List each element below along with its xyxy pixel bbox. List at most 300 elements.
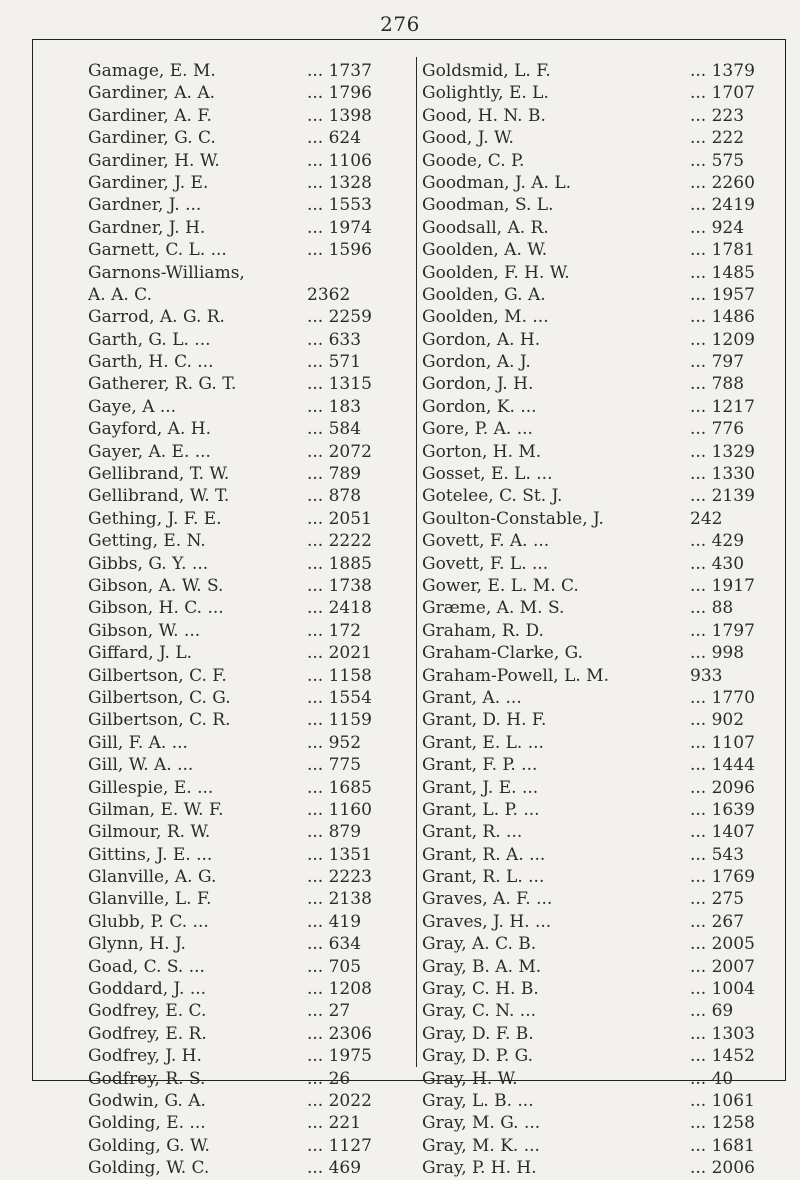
index-entry <box>422 709 782 731</box>
index-entry <box>88 306 415 328</box>
index-entry <box>88 911 415 933</box>
index-entry <box>422 284 782 306</box>
index-entry <box>422 508 782 530</box>
index-entry <box>88 463 415 485</box>
index-entry <box>422 933 782 955</box>
index-entry <box>422 888 782 910</box>
entry-name: Goldsmid, L. F. <box>422 61 551 81</box>
index-entry <box>88 373 415 395</box>
column-divider <box>416 57 417 1067</box>
entry-page-number: ... 1106 <box>307 150 372 171</box>
index-entry <box>422 217 782 239</box>
entry-name: Goolden, A. W. <box>422 240 548 261</box>
entry-name: Goulton-Constable, J. <box>422 508 604 529</box>
page-number: 276 <box>380 12 420 36</box>
entry-page-number: ... 223 <box>690 105 745 126</box>
entry-name: Golding, E. ... <box>88 1113 206 1134</box>
entry-page-number: ... 1107 <box>690 732 755 753</box>
entry-name: Gray, C. N. ... <box>422 1001 537 1022</box>
entry-page-number: ... 430 <box>690 553 745 574</box>
entry-page-number: 242 <box>690 508 723 529</box>
index-entry <box>88 1112 415 1134</box>
entry-name: Grant, A. ... <box>422 687 522 708</box>
index-entry <box>422 127 782 149</box>
entry-page-number: ... 2223 <box>307 867 372 888</box>
index-entry <box>88 709 415 731</box>
entry-name: Godfrey, E. R. <box>88 1023 207 1044</box>
index-entry <box>422 1023 782 1045</box>
entry-name: Garth, H. C. ... <box>88 352 214 373</box>
entry-page-number: ... 183 <box>307 396 362 417</box>
entry-name: Gilman, E. W. F. <box>88 799 224 820</box>
entry-page-number: ... 952 <box>307 732 362 753</box>
entry-page-number: ... 2222 <box>307 531 372 552</box>
entry-page-number: ... 571 <box>307 352 362 373</box>
entry-name: Gibbs, G. Y. ... <box>88 553 209 574</box>
entry-name: Garth, G. L. ... <box>88 329 211 350</box>
index-entry <box>88 217 415 239</box>
index-entry <box>422 754 782 776</box>
entry-page-number: ... 1452 <box>690 1046 755 1067</box>
entry-name: Grant, F. P. ... <box>422 755 538 776</box>
entry-page-number: ... 1917 <box>690 575 755 596</box>
entry-name: Gellibrand, W. T. <box>88 486 230 507</box>
entry-page-number: ... 1486 <box>690 307 755 328</box>
entry-name: Glanville, A. G. <box>88 867 217 888</box>
index-entry <box>422 597 782 619</box>
entry-page-number: ... 2006 <box>690 1158 755 1179</box>
entry-name: Garnons-Williams, <box>88 262 245 283</box>
entry-page-number: ... 902 <box>690 710 745 731</box>
entry-name: Glubb, P. C. ... <box>88 911 209 932</box>
entry-page-number: ... 575 <box>690 150 745 171</box>
index-entry <box>422 1135 782 1157</box>
entry-name: Gray, C. H. B. <box>422 979 539 1000</box>
entry-page-number: ... 1004 <box>690 979 755 1000</box>
entry-name: Gilbertson, C. F. <box>88 665 227 686</box>
index-entry <box>88 1090 415 1112</box>
entry-page-number: ... 1303 <box>690 1023 755 1044</box>
entry-page-number: ... 1398 <box>307 105 372 126</box>
index-entry <box>422 732 782 754</box>
entry-name: Gordon, A. J. <box>422 352 531 373</box>
index-entry <box>422 620 782 642</box>
entry-page-number: ... 2306 <box>307 1023 372 1044</box>
entry-name: Gardiner, G. C. <box>88 128 216 149</box>
entry-name: Garrod, A. G. R. <box>88 307 225 328</box>
index-entry <box>88 1000 415 1022</box>
entry-name: Gellibrand, T. W. <box>88 464 230 485</box>
entry-page-number: ... 789 <box>307 464 362 485</box>
index-entry <box>422 351 782 373</box>
entry-name: Gilbertson, C. R. <box>88 710 231 731</box>
entry-page-number: ... 40 <box>690 1068 734 1089</box>
entry-name: Gray, P. H. H. <box>422 1158 537 1179</box>
entry-page-number: ... 633 <box>307 329 362 350</box>
entry-page-number: ... 1379 <box>690 61 755 81</box>
entry-name: Gayford, A. H. <box>88 419 211 440</box>
index-entry <box>422 172 782 194</box>
entry-page-number: ... 1781 <box>690 240 755 261</box>
entry-page-number: ... 1738 <box>307 575 372 596</box>
index-entry <box>422 82 782 104</box>
index-entry <box>422 799 782 821</box>
entry-name: Gardner, J. H. <box>88 217 206 238</box>
entry-page-number: ... 27 <box>307 1001 351 1022</box>
index-entry <box>422 821 782 843</box>
entry-name: Gamage, E. M. <box>88 61 216 81</box>
index-entry <box>422 1157 782 1179</box>
index-entry <box>88 978 415 1000</box>
entry-name: Graham, R. D. <box>422 620 544 641</box>
index-entry <box>88 754 415 776</box>
entry-page-number: ... 419 <box>307 911 362 932</box>
entry-page-number: ... 1797 <box>690 620 755 641</box>
entry-name: Grant, J. E. ... <box>422 777 539 798</box>
index-entry <box>422 553 782 575</box>
entry-name: Gray, H. W. <box>422 1068 518 1089</box>
index-entry <box>88 60 415 82</box>
entry-name: Gower, E. L. M. C. <box>422 575 579 596</box>
entry-page-number: ... 2007 <box>690 956 755 977</box>
entry-page-number: ... 1209 <box>690 329 755 350</box>
entry-page-number: ... 705 <box>307 956 362 977</box>
index-entry <box>88 799 415 821</box>
entry-page-number: ... 1974 <box>307 217 372 238</box>
entry-name: Gray, A. C. B. <box>422 934 537 955</box>
index-entry <box>88 441 415 463</box>
entry-name: Grant, L. P. ... <box>422 799 540 820</box>
index-entry <box>422 329 782 351</box>
entry-name: Goolden, M. ... <box>422 307 549 328</box>
index-entry <box>422 194 782 216</box>
index-entry <box>88 732 415 754</box>
entry-page-number: ... 1061 <box>690 1090 755 1111</box>
entry-name: Grant, R. A. ... <box>422 844 546 865</box>
entry-name: Gardner, J. ... <box>88 195 202 216</box>
index-entry <box>422 642 782 664</box>
index-entry <box>88 620 415 642</box>
entry-name: Good, H. N. B. <box>422 105 546 126</box>
entry-page-number: ... 1127 <box>307 1135 372 1156</box>
entry-page-number: ... 879 <box>307 822 362 843</box>
index-entry <box>422 844 782 866</box>
entry-page-number: ... 1444 <box>690 755 755 776</box>
entry-name: Gatherer, R. G. T. <box>88 374 237 395</box>
entry-name: Grant, R. L. ... <box>422 867 545 888</box>
entry-name: Goodman, J. A. L. <box>422 172 572 193</box>
index-entry <box>422 978 782 1000</box>
entry-page-number: ... 1328 <box>307 172 372 193</box>
entry-page-number: ... 1351 <box>307 844 372 865</box>
index-entry <box>88 351 415 373</box>
entry-page-number: ... 2022 <box>307 1090 372 1111</box>
entry-name: Gaye, A ... <box>88 396 177 417</box>
index-entry <box>88 82 415 104</box>
entry-name: Gibson, H. C. ... <box>88 598 224 619</box>
entry-name: Goddard, J. ... <box>88 979 207 1000</box>
entry-page-number: ... 172 <box>307 620 362 641</box>
entry-name: Gittins, J. E. ... <box>88 844 213 865</box>
index-entry <box>88 777 415 799</box>
index-entry <box>88 172 415 194</box>
entry-name: Gray, M. K. ... <box>422 1135 540 1156</box>
entry-page-number: ... 1485 <box>690 262 755 283</box>
entry-name: Godwin, G. A. <box>88 1090 206 1111</box>
entry-page-number: ... 267 <box>690 911 745 932</box>
index-entry <box>422 306 782 328</box>
entry-name: Goad, C. S. ... <box>88 956 205 977</box>
entry-page-number: ... 1208 <box>307 979 372 1000</box>
entry-name: Golightly, E. L. <box>422 83 549 104</box>
entry-name: Goode, C. P. <box>422 150 525 171</box>
entry-page-number: ... 69 <box>690 1001 734 1022</box>
index-entry <box>422 1112 782 1134</box>
entry-name: Goolden, F. H. W. <box>422 262 570 283</box>
entry-name: Getting, E. N. <box>88 531 206 552</box>
entry-name: Godfrey, E. C. <box>88 1001 207 1022</box>
index-entry <box>422 687 782 709</box>
entry-name: A. A. C. <box>88 284 152 305</box>
entry-name: Gilmour, R. W. <box>88 822 211 843</box>
entry-page-number: ... 1329 <box>690 441 755 462</box>
entry-name: Gray, B. A. M. <box>422 956 542 977</box>
entry-page-number: ... 2419 <box>690 195 755 216</box>
index-entry <box>88 687 415 709</box>
entry-name: Grant, D. H. F. <box>422 710 547 731</box>
index-entry <box>422 911 782 933</box>
index-entry <box>88 821 415 843</box>
index-entry <box>88 284 415 306</box>
entry-name: Goolden, G. A. <box>422 284 546 305</box>
index-entry <box>422 105 782 127</box>
entry-name: Gardiner, J. E. <box>88 172 209 193</box>
index-entry <box>422 1068 782 1090</box>
entry-name: Gill, W. A. ... <box>88 755 194 776</box>
entry-page-number: ... 2051 <box>307 508 372 529</box>
entry-page-number: ... 776 <box>690 419 745 440</box>
index-entry <box>88 485 415 507</box>
index-entry <box>88 194 415 216</box>
index-entry <box>422 1090 782 1112</box>
entry-name: Gray, M. G. ... <box>422 1113 541 1134</box>
entry-name: Gething, J. F. E. <box>88 508 222 529</box>
entry-name: Gray, L. B. ... <box>422 1090 534 1111</box>
entry-name: Grant, R. ... <box>422 822 523 843</box>
index-entry <box>88 665 415 687</box>
entry-page-number: ... 1158 <box>307 665 372 686</box>
entry-page-number: ... 2021 <box>307 643 372 664</box>
index-entry <box>88 329 415 351</box>
entry-page-number: ... 543 <box>690 844 745 865</box>
entry-page-number: ... 1315 <box>307 374 372 395</box>
entry-page-number: ... 878 <box>307 486 362 507</box>
entry-name: Giffard, J. L. <box>88 643 193 664</box>
index-entry <box>88 1023 415 1045</box>
entry-page-number: ... 1769 <box>690 867 755 888</box>
entry-name: Glanville, L. F. <box>88 889 212 910</box>
entry-page-number: ... 1554 <box>307 687 372 708</box>
index-entry <box>88 1157 415 1179</box>
index-entry <box>422 866 782 888</box>
entry-page-number: ... 1330 <box>690 464 755 485</box>
entry-name: Gore, P. A. ... <box>422 419 533 440</box>
index-entry <box>88 844 415 866</box>
entry-page-number: ... 2260 <box>690 172 755 193</box>
entry-page-number: ... 634 <box>307 934 362 955</box>
entry-page-number: ... 429 <box>690 531 745 552</box>
entry-name: Gordon, A. H. <box>422 329 541 350</box>
entry-page-number: ... 797 <box>690 352 745 373</box>
entry-page-number: ... 26 <box>307 1068 351 1089</box>
index-entry <box>422 530 782 552</box>
index-entry <box>88 530 415 552</box>
entry-page-number: 2362 <box>307 284 351 305</box>
entry-name: Goodman, S. L. <box>422 195 554 216</box>
entry-page-number: ... 2259 <box>307 307 372 328</box>
entry-page-number: ... 998 <box>690 643 745 664</box>
entry-name: Graham-Powell, L. M. <box>422 665 609 686</box>
index-entry <box>88 597 415 619</box>
entry-name: Graves, J. H. ... <box>422 911 552 932</box>
index-entry <box>422 239 782 261</box>
index-entry <box>88 396 415 418</box>
entry-name: Goodsall, A. R. <box>422 217 549 238</box>
index-entry <box>422 441 782 463</box>
entry-page-number: ... 1407 <box>690 822 755 843</box>
entry-name: Gosset, E. L. ... <box>422 464 553 485</box>
entry-name: Gray, D. P. G. <box>422 1046 534 1067</box>
index-entry <box>422 665 782 687</box>
index-column-left <box>88 60 415 1180</box>
entry-name: Gray, D. F. B. <box>422 1023 534 1044</box>
entry-name: Gilbertson, C. G. <box>88 687 231 708</box>
index-entry <box>88 866 415 888</box>
index-entry <box>422 396 782 418</box>
index-entry <box>422 463 782 485</box>
entry-page-number: ... 1975 <box>307 1046 372 1067</box>
entry-page-number: ... 1737 <box>307 61 372 81</box>
index-column-right <box>422 60 782 1180</box>
entry-page-number: ... 275 <box>690 889 745 910</box>
entry-page-number: ... 1217 <box>690 396 755 417</box>
entry-name: Gibson, A. W. S. <box>88 575 224 596</box>
index-entry <box>88 888 415 910</box>
entry-page-number: ... 1160 <box>307 799 372 820</box>
index-entry <box>88 508 415 530</box>
entry-name: Grant, E. L. ... <box>422 732 544 753</box>
entry-name: Gardiner, A. A. <box>88 83 216 104</box>
entry-page-number: ... 1258 <box>690 1113 755 1134</box>
entry-name: Gayer, A. E. ... <box>88 441 211 462</box>
entry-page-number: ... 1796 <box>307 83 372 104</box>
entry-name: Gibson, W. ... <box>88 620 201 641</box>
entry-name: Gardiner, H. W. <box>88 150 220 171</box>
entry-name: Gordon, J. H. <box>422 374 534 395</box>
entry-name: Graves, A. F. ... <box>422 889 553 910</box>
entry-page-number: ... 624 <box>307 128 362 149</box>
entry-name: Garnett, C. L. ... <box>88 240 227 261</box>
entry-page-number: ... 469 <box>307 1158 362 1179</box>
entry-page-number: ... 1639 <box>690 799 755 820</box>
entry-name: Golding, W. C. <box>88 1158 210 1179</box>
entry-page-number: ... 2096 <box>690 777 755 798</box>
index-entry <box>88 575 415 597</box>
entry-page-number: ... 1159 <box>307 710 372 731</box>
index-entry <box>88 418 415 440</box>
index-entry <box>422 150 782 172</box>
index-entry <box>88 150 415 172</box>
index-entry <box>422 777 782 799</box>
entry-page-number: ... 1957 <box>690 284 755 305</box>
entry-name: Godfrey, J. H. <box>88 1046 202 1067</box>
entry-page-number: ... 1553 <box>307 195 372 216</box>
entry-name: Gill, F. A. ... <box>88 732 188 753</box>
index-entry <box>88 642 415 664</box>
entry-name: Godfrey, R. S. <box>88 1068 206 1089</box>
entry-name: Graham-Clarke, G. <box>422 643 584 664</box>
entry-page-number: ... 1685 <box>307 777 372 798</box>
entry-name: Govett, F. A. ... <box>422 531 550 552</box>
index-entry <box>422 262 782 284</box>
entry-name: Glynn, H. J. <box>88 934 186 955</box>
entry-name: Græme, A. M. S. <box>422 598 565 619</box>
index-entry <box>422 956 782 978</box>
entry-page-number: ... 924 <box>690 217 745 238</box>
index-entry <box>422 373 782 395</box>
entry-page-number: ... 88 <box>690 598 734 619</box>
entry-page-number: ... 221 <box>307 1113 362 1134</box>
entry-page-number: ... 1707 <box>690 83 755 104</box>
entry-name: Gordon, K. ... <box>422 396 537 417</box>
entry-page-number: 933 <box>690 665 723 686</box>
index-entry <box>422 1045 782 1067</box>
index-entry <box>88 1135 415 1157</box>
entry-page-number: ... 2139 <box>690 486 755 507</box>
entry-name: Gorton, H. M. <box>422 441 542 462</box>
index-entry <box>422 1000 782 1022</box>
entry-page-number: ... 775 <box>307 755 362 776</box>
entry-page-number: ... 2005 <box>690 934 755 955</box>
index-entry <box>88 933 415 955</box>
entry-page-number: ... 1596 <box>307 240 372 261</box>
index-entry <box>422 575 782 597</box>
index-entry <box>88 1045 415 1067</box>
entry-page-number: ... 1681 <box>690 1135 755 1156</box>
index-entry <box>422 485 782 507</box>
entry-name: Gardiner, A. F. <box>88 105 212 126</box>
entry-name: Gotelee, C. St. J. <box>422 486 563 507</box>
index-entry <box>422 418 782 440</box>
index-entry <box>88 553 415 575</box>
entry-page-number: ... 2138 <box>307 889 372 910</box>
index-entry <box>88 956 415 978</box>
entry-page-number: ... 1770 <box>690 687 755 708</box>
entry-name: Good, J. W. <box>422 128 514 149</box>
entry-name: Golding, G. W. <box>88 1135 210 1156</box>
entry-page-number: ... 584 <box>307 419 362 440</box>
entry-page-number: ... 788 <box>690 374 745 395</box>
entry-page-number: ... 1885 <box>307 553 372 574</box>
index-entry <box>88 105 415 127</box>
entry-page-number: ... 222 <box>690 128 745 149</box>
entry-name: Govett, F. L. ... <box>422 553 549 574</box>
entry-page-number: ... 2418 <box>307 598 372 619</box>
index-entry <box>88 262 415 284</box>
entry-page-number: ... 2072 <box>307 441 372 462</box>
index-entry <box>422 60 782 82</box>
index-entry <box>88 1068 415 1090</box>
